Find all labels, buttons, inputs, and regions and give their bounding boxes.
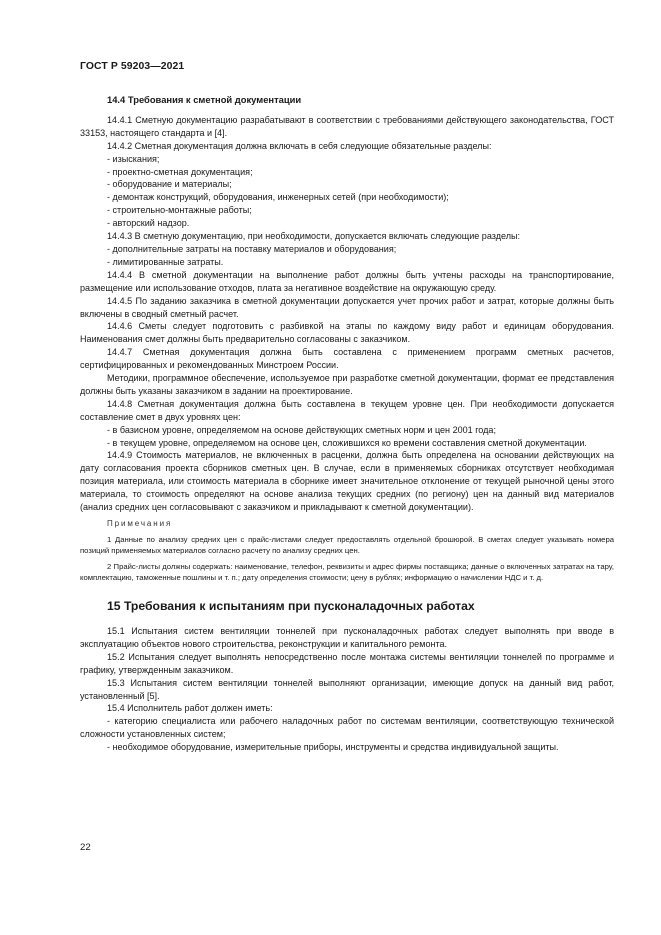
list-item: - оборудование и материалы;: [107, 179, 232, 190]
list-item: - лимитированные затраты.: [107, 256, 224, 267]
paragraph-15-2: 15.2 Испытания следует выполнять непосредственно после монтажа системы вентиляции тоннелей по программе и графику, утвержденным заказчиком.: [80, 651, 614, 675]
note-1: 1 Данные по анализу средних цен с прайс-листами следует предоставлять отдельной брошюрой. В сметах следует указывать номера позиций применяемых материалов согласно расчету по анализу средних цен.: [80, 534, 614, 556]
page-number: 22: [80, 842, 91, 853]
paragraph-14-4-7: 14.4.7 Сметная документация должна быть составлена с применением программ сметных расчетов, сертифицированных и рекомендованных Минстроем России.: [80, 347, 614, 371]
paragraph-15-3: 15.3 Испытания систем вентиляции тоннелей выполняют организации, имеющие допуск на данный вид работ, установленный [5].: [80, 677, 614, 701]
paragraph-15-1: 15.1 Испытания систем вентиляции тоннелей при пусконаладочных работах следует выполнять при вводе в эксплуатацию объектов нового строительства, реконструкции и капитального ремонта.: [80, 626, 614, 649]
paragraph-14-4-1: 14.4.1 Сметную документацию разрабатывают в соответствии с требованиями действующего законодательства, ГОСТ 33153, настоящего стандарта и [4].: [80, 114, 614, 138]
paragraph-14-4-7-methods: Методики, программное обеспечение, используемое при разработке сметной документации, формат ее представления должны быть указаны заказчиком в задании на проектирование.: [80, 373, 614, 396]
list-item: - необходимое оборудование, измерительные приборы, инструменты и средства индивидуальной защиты.: [107, 742, 559, 753]
paragraph-14-4-9: 14.4.9 Стоимость материалов, не включенных в расценки, должна быть определена на основании действующих на дату согласования проекта сборников сметных цен. В случае, если в применяемых сборниках отсутствует необходимая позиция материала, или стоимость материала в сборнике имеет значительное отклонение от текущей рыночной цены этого материала, то стоимость определяют на основе анализа текущих средних (по региону) цен на данный вид материалов (анализ средних цен согласовывают с заказчиком и прикладывают к сметной документации).: [80, 450, 614, 513]
paragraph-14-4-4: 14.4.4 В сметной документации на выполнение работ должны быть учтены расходы на транспортирование, размещение или использование отходов, плата за негативное воздействие на окружающую среду.: [80, 269, 614, 293]
list-item: - строительно-монтажные работы;: [107, 205, 252, 216]
paragraph-14-4-3: 14.4.3 В сметную документацию, при необходимости, допускается включать следующие разделы:: [107, 231, 521, 242]
list-item: - демонтаж конструкций, оборудования, инженерных сетей (при необходимости);: [107, 192, 449, 203]
page-content: [80, 94, 614, 754]
list-item: - в текущем уровне, определяемом на основе цен, сложившихся ко времени составления сметной документации.: [107, 437, 587, 448]
notes-label: Примечания: [107, 519, 173, 528]
list-item: - изыскания;: [107, 153, 160, 164]
paragraph-14-4-8: 14.4.8 Сметная документация должна быть составлена в текущем уровне цен. При необходимости допускается составление смет в двух уровнях цен:: [80, 398, 614, 422]
document-number: ГОСТ Р 59203—2021: [80, 61, 185, 72]
paragraph-15-4: 15.4 Исполнитель работ должен иметь:: [107, 703, 273, 714]
paragraph-14-4-6: 14.4.6 Сметы следует подготовить с разбивкой на этапы по каждому виду работ и единицам оборудования. Наименования смет должны быть предварительно согласованы с заказчиком.: [80, 321, 614, 345]
list-item: - в базисном уровне, определяемом на основе действующих сметных норм и цен 2001 года;: [107, 424, 496, 435]
list-item: - авторский надзор.: [107, 218, 190, 229]
note-2: 2 Прайс-листы должны содержать: наименование, телефон, реквизиты и адрес фирмы поставщика; данные о включенных затратах на тару, комплектацию, таможенные пошлины и т. п.; дату определения стоимости; цену в рублях; информацию о начислении НДС и т. д.: [80, 561, 614, 582]
list-item: - категорию специалиста или рабочего наладочных работ по системам вентиляции, соответствующую технической сложности установленных систем;: [80, 716, 614, 740]
section-14-4-title: 14.4 Требования к сметной документации: [107, 94, 302, 105]
section-15-title: 15 Требования к испытаниям при пусконаладочных работах: [107, 599, 475, 614]
paragraph-14-4-2: 14.4.2 Сметная документация должна включать в себя следующие обязательные разделы:: [107, 140, 492, 151]
list-item: - дополнительные затраты на поставку материалов и оборудования;: [107, 243, 397, 254]
paragraph-14-4-5: 14.4.5 По заданию заказчика в сметной документации допускается учет прочих работ и затрат, которые должны быть включены в сводный сметный расчет.: [80, 295, 614, 319]
list-item: - проектно-сметная документация;: [107, 166, 253, 177]
